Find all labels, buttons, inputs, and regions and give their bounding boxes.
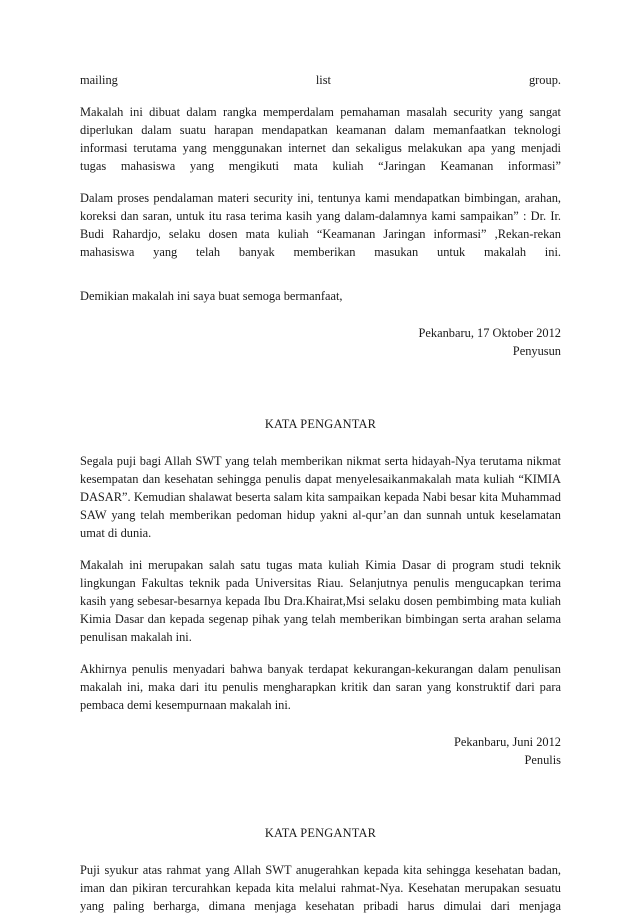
section2-place-date: Pekanbaru, Juni 2012 — [453, 735, 561, 749]
section3-heading: KATA PENGANTAR — [264, 826, 377, 840]
section1-place-date: Pekanbaru, 17 Oktober 2012 — [418, 326, 561, 340]
section2-paragraph-3: Akhirnya penulis menyadari bahwa banyak terdapat kekurangan-kekurangan dalam penulisan makalah ini, maka dari itu penulis mengharapkan kritik dan saran yang konstruktif dari para pembaca demi kesempurnaan makalah ini. — [80, 662, 561, 712]
section3-paragraph-1: Puji syukur atas rahmat yang Allah SWT anugerahkan kepada kita sehingga kesehatan badan, iman dan pikiran tercurahkan kepada kita melalui rahmat-Nya. Kesehatan merupakan sesuatu yang paling berharga, dimana menjaga kesehatan pribadi harus dimulai dari menjaga — [80, 863, 561, 913]
section2-signer: Penulis — [524, 753, 561, 767]
section1-closing: Demikian makalah ini saya buat semoga bermanfaat, — [80, 289, 343, 303]
section1-signer: Penyusun — [512, 344, 561, 358]
section2-paragraph-2: Makalah ini merupakan salah satu tugas mata kuliah Kimia Dasar di program studi teknik lingkungan Fakultas teknik pada Universitas Riau. Selanjutnya penulis mengucapkan terima kasih yang sebesar-besarnya kepada Ibu Dra.Khairat,Msi selaku dosen pembimbing mata kuliah Kimia Dasar dan kepada segenap pihak yang telah memberikan bimbingan serta arahan selama penulisan makalah ini. — [80, 558, 561, 644]
section2-paragraph-1: Segala puji bagi Allah SWT yang telah memberikan nikmat serta hidayah-Nya terutama nikmat kesempatan dan kesehatan sehingga penulis dapat menyelesaikanmakalah mata kuliah “KIMIA DASAR”. Kemudian shalawat beserta salam kita sampaikan kepada Nabi besar kita Muhammad SAW yang telah memberikan pedoman hidup yakni al-qur’an dan sunnah untuk keselamatan umat di dunia. — [80, 454, 561, 540]
section2-heading: KATA PENGANTAR — [264, 417, 377, 431]
section1-paragraph-2: Dalam proses pendalaman materi security ini, tentunya kami mendapatkan bimbingan, arahan, koreksi dan saran, untuk itu rasa terima kasih yang dalam-dalamnya kami sampaikan” : Dr. Ir. Budi Rahardjo, selaku dosen mata kuliah “Keamanan Jaringan informasi” ,Rekan-rekan mahasiswa yang telah banyak memberikan masukan untuk makalah ini. — [80, 191, 561, 259]
section1-paragraph-1: Makalah ini dibuat dalam rangka memperdalam pemahaman masalah security yang sangat diperlukan dalam suatu harapan mendapatkan keamanan dalam memanfaatkan teknologi informasi terutama yang menggunakan internet dan sekaligus melakukan apa yang menjadi tugas mahasiswa yang mengikuti mata kuliah “Jaringan Keamanan informasi” — [80, 105, 561, 173]
continued-line: mailing list group. — [80, 73, 561, 87]
